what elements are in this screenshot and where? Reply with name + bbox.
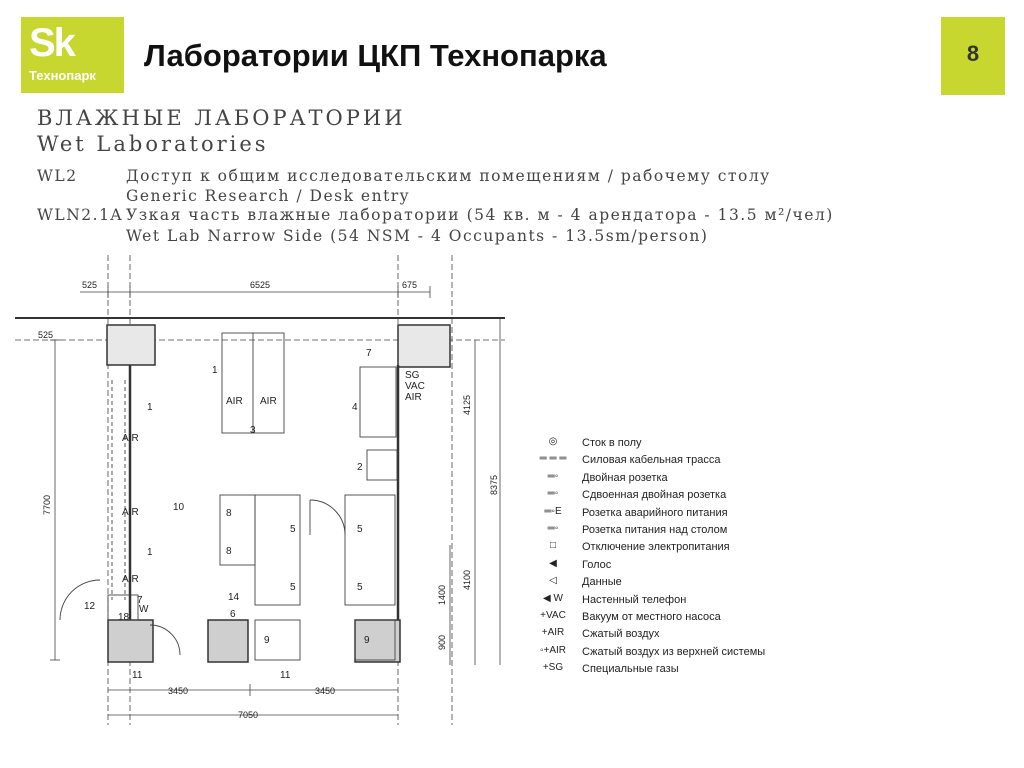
label-air-3: AIR: [122, 433, 139, 444]
legend-symbol-icon: ═◦: [547, 522, 559, 534]
label-11a: 11: [132, 670, 143, 681]
label-5b: 5: [357, 524, 363, 535]
legend-symbol-icon: ═◦: [547, 470, 559, 482]
dim-left-top: 525: [38, 330, 54, 340]
code-wln-en: Wet Lab Narrow Side (54 NSM - 4 Occupants - 13.5sm/person): [126, 227, 709, 245]
label-5a: 5: [290, 524, 296, 535]
label-8a: 8: [226, 508, 232, 519]
dim-top-left: 525: [82, 280, 98, 290]
label-air-4: AIR: [122, 507, 139, 518]
label-2: 2: [357, 462, 363, 473]
label-9b: 9: [364, 635, 370, 646]
legend-symbol-icon: ═ ═ ═: [539, 453, 567, 465]
dim-right-lower: 4100: [462, 569, 472, 590]
label-air-6: AIR: [405, 392, 422, 403]
label-sg: SG: [405, 370, 420, 381]
dim-bottom-total: 7050: [238, 710, 259, 720]
label-12: 12: [84, 601, 96, 612]
legend-symbol-icon: ═◦: [547, 488, 559, 500]
label-14: 14: [228, 592, 240, 603]
page-number: 8: [966, 41, 980, 66]
legend-label: Вакуум от местного насоса: [582, 610, 721, 623]
legend-symbol-icon: ◁: [549, 575, 557, 587]
label-w: W: [139, 604, 149, 615]
legend-symbol-icon: ◎: [548, 436, 558, 447]
label-7a: 7: [366, 348, 372, 359]
label-3: 3: [250, 425, 256, 436]
legend-label: Двойная розетка: [582, 471, 668, 484]
ru-heading: ВЛАЖНЫЕ ЛАБОРАТОРИИ: [37, 106, 406, 130]
legend-label: Отключение электропитания: [582, 541, 730, 554]
legend-label: Сжатый воздух из верхней системы: [582, 645, 766, 658]
dim-right-1400: 1400: [437, 584, 447, 605]
legend-symbol-icon: +AIR: [541, 627, 565, 639]
label-7b: 7: [137, 595, 143, 606]
dim-left-height: 7700: [42, 494, 52, 515]
dim-right-upper: 4125: [462, 394, 472, 415]
dim-right-total: 8375: [489, 474, 499, 495]
legend-label: Настенный телефон: [582, 593, 687, 606]
dim-bottom-left: 3450: [168, 686, 189, 696]
dim-top-mid: 6525: [250, 280, 271, 290]
legend-label: Данные: [582, 576, 622, 589]
dim-bottom-right: 3450: [315, 686, 336, 696]
code-wl2: WL2: [37, 167, 78, 185]
legend-label: Сдвоенная двойная розетка: [582, 489, 727, 502]
legend-label: Силовая кабельная трасса: [582, 454, 721, 467]
label-air-5: AIR: [122, 574, 139, 585]
legend-label: Розетка аварийного питания: [582, 506, 728, 519]
en-heading: Wet Laboratories: [37, 132, 269, 156]
legend-label: Сжатый воздух: [582, 628, 660, 641]
legend-symbol-icon: +SG: [542, 662, 564, 674]
label-18: 18: [118, 612, 130, 623]
label-1b: 1: [212, 365, 218, 376]
label-air-1: AIR: [226, 396, 243, 407]
code-wln-ru: Узкая часть влажные лаборатории (54 кв. м - 4 арендатора - 13.5 м²/чел): [126, 206, 834, 224]
legend-symbol-icon: ◀ W: [543, 592, 563, 604]
legend-label: Специальные газы: [582, 663, 679, 676]
legend-label: Голос: [582, 558, 612, 571]
logo-text: Технопарк: [29, 68, 96, 83]
legend-label: Розетка питания над столом: [582, 523, 728, 536]
code-wl2-en: Generic Research / Desk entry: [126, 187, 410, 205]
legend-symbol-icon: ═◦E: [544, 505, 562, 517]
label-5d: 5: [357, 582, 363, 593]
legend-label: Сток в полу: [582, 437, 642, 449]
legend-symbol-icon: +VAC: [540, 609, 566, 621]
label-1c: 1: [147, 547, 153, 558]
legend-symbol-icon: □: [549, 540, 557, 552]
code-wl2-ru: Доступ к общим исследовательским помещениям / рабочему столу: [126, 167, 771, 185]
label-9a: 9: [264, 635, 270, 646]
dim-right-900: 900: [437, 634, 447, 650]
dim-top-right: 675: [402, 280, 418, 290]
label-1a: 1: [147, 402, 153, 413]
label-5c: 5: [290, 582, 296, 593]
label-vac: VAC: [405, 381, 425, 392]
label-10: 10: [173, 502, 185, 513]
label-11b: 11: [280, 670, 291, 681]
label-4: 4: [352, 402, 358, 413]
legend-symbol-icon: ◀: [549, 557, 557, 569]
legend-symbol-icon: ◦+AIR: [539, 644, 567, 656]
code-wln: WLN2.1A: [37, 206, 124, 224]
logo-mark: Sk: [29, 21, 74, 65]
label-8b: 8: [226, 546, 232, 557]
label-air-2: AIR: [260, 396, 277, 407]
page-title: Лаборатории ЦКП Технопарка: [144, 38, 607, 73]
label-6: 6: [230, 609, 236, 620]
